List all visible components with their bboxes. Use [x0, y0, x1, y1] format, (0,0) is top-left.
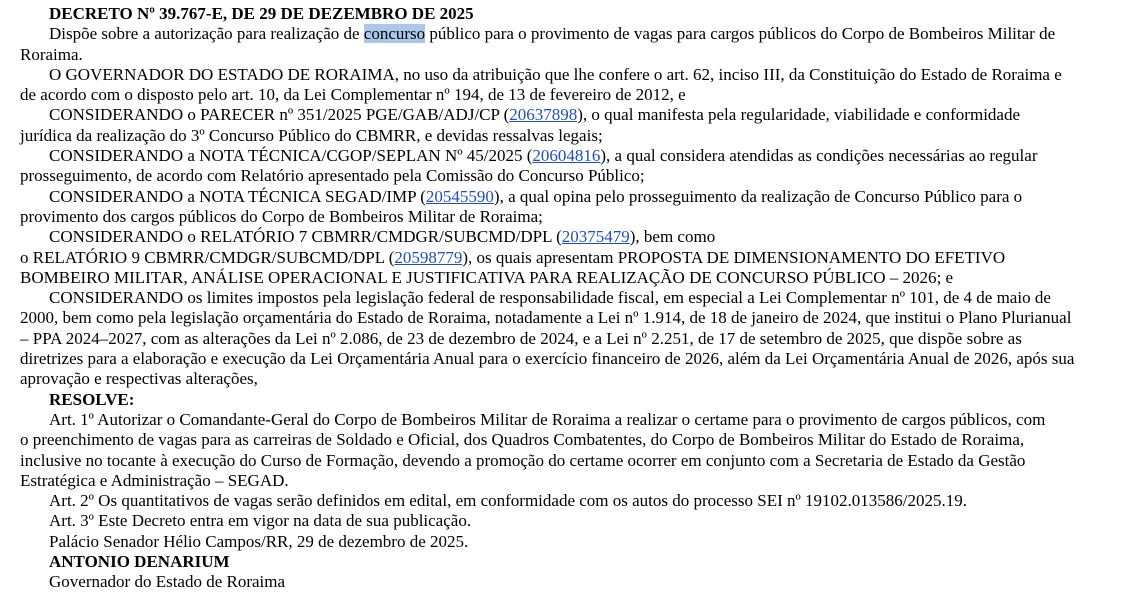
- art2-line: Art. 2º Os quantitativos de vagas serão definidos em edital, em conformidade com os autos do processo SEI nº 19102.013586/2025.19.: [49, 491, 967, 511]
- resolve-heading: RESOLVE:: [49, 389, 135, 409]
- considerando-nota-segad-line-2: provimento dos cargos públicos do Corpo de Bombeiros Militar de Roraima;: [20, 206, 543, 226]
- considerando-parecer-line-1: CONSIDERANDO o PARECER nº 351/2025 PGE/GAB/ADJ/CP (20637898), o qual manifesta pela regularidade, viabilidade e conformidade: [49, 105, 1021, 125]
- signatory-name: ANTONIO DENARIUM: [49, 552, 230, 572]
- decree-document: [20, 4, 1140, 593]
- considerando-fiscal-line-1: CONSIDERANDO os limites impostos pela legislação federal de responsabilidade fiscal, em especial a Lei Complementar nº 101, de 4 de maio de: [49, 288, 1051, 308]
- considerando-fiscal-line-5: aprovação e respectivas alterações,: [20, 369, 258, 389]
- preamble-line-2: de acordo com o disposto pelo art. 10, da Lei Complementar nº 194, de 13 de fevereiro de 2012, e: [20, 85, 686, 105]
- sei-link-20637898[interactable]: 20637898: [509, 105, 578, 125]
- considerando-relatorio-line-3: BOMBEIRO MILITAR, ANÁLISE OPERACIONAL E JUSTIFICATIVA PARA REALIZAÇÃO DE CONCURSO PÚBLICO – 2026; e: [20, 267, 954, 287]
- art1-line-2: o preenchimento de vagas para as carreiras de Soldado e Oficial, dos Quadros Combatentes, do Corpo de Bombeiros Militar do Estado de Roraima,: [20, 430, 1025, 450]
- sei-link-20375479[interactable]: 20375479: [561, 227, 630, 247]
- considerando-relatorio-line-1: CONSIDERANDO o RELATÓRIO 7 CBMRR/CMDGR/SUBCMD/DPL (20375479), bem como: [49, 227, 716, 247]
- sei-link-20604816[interactable]: 20604816: [532, 146, 601, 166]
- art1-line-4: Estratégica e Administração – SEGAD.: [20, 470, 289, 490]
- considerando-nota-seplan-line-1: CONSIDERANDO a NOTA TÉCNICA/CGOP/SEPLAN Nº 45/2025 (20604816), a qual considera atendidas as condições necessárias ao regular: [49, 146, 1038, 166]
- considerando-nota-segad-line-1: CONSIDERANDO a NOTA TÉCNICA SEGAD/IMP (20545590), a qual opina pelo prosseguimento da realização de Concurso Público para o: [49, 186, 1023, 206]
- art1-line-3: inclusive no tocante à execução do Curso de Formação, devendo a promoção do certame ocorrer em conjunto com a Secretaria de Estado da Gestão: [20, 450, 1026, 470]
- sei-link-20545590[interactable]: 20545590: [425, 186, 494, 206]
- decree-title: DECRETO Nº 39.767-E, DE 29 DE DEZEMBRO DE 2025: [49, 4, 474, 23]
- considerando-relatorio-line-2: o RELATÓRIO 9 CBMRR/CMDGR/SUBCMD/DPL (20598779), os quais apresentam PROPOSTA DE DIMENSIONAMENTO DO EFETIVO: [20, 247, 1006, 267]
- considerando-fiscal-line-3: – PPA 2024–2027, com as alterações da Lei nº 2.086, de 23 de dezembro de 2024, e a Lei nº 2.251, de 17 de setembro de 2025, que dispõe sobre as: [20, 328, 1022, 348]
- art1-line-1: Art. 1º Autorizar o Comandante-Geral do Corpo de Bombeiros Militar de Roraima a realizar o certame para o provimento de cargos públicos, com: [49, 409, 1046, 429]
- place-date: Palácio Senador Hélio Campos/RR, 29 de dezembro de 2025.: [49, 531, 469, 551]
- considerando-parecer-line-2: jurídica da realização do 3º Concurso Público do CBMRR, e devidas ressalvas legais;: [20, 125, 603, 145]
- art3-line: Art. 3º Este Decreto entra em vigor na data de sua publicação.: [49, 511, 472, 531]
- preamble-line-1: O GOVERNADOR DO ESTADO DE RORAIMA, no uso da atribuição que lhe confere o art. 62, inciso III, da Constituição do Estado de Roraima e: [49, 64, 1062, 84]
- ementa-line-2: Roraima.: [20, 44, 83, 64]
- considerando-nota-seplan-line-2: prosseguimento, de acordo com Relatório apresentado pela Comissão do Concurso Público;: [20, 166, 645, 186]
- signatory-title: Governador do Estado de Roraima: [49, 572, 286, 592]
- sei-link-20598779[interactable]: 20598779: [394, 247, 463, 267]
- ementa-line-1: Dispõe sobre a autorização para realização de concurso público para o provimento de vagas para cargos públicos do Corpo de Bombeiros Militar de: [49, 24, 1056, 44]
- considerando-fiscal-line-2: 2000, bem como pela legislação orçamentária do Estado de Roraima, notadamente a Lei nº 1.914, de 18 de janeiro de 2024, que institui o Plano Plurianual: [20, 308, 1072, 328]
- search-highlight: concurso: [363, 24, 426, 44]
- considerando-fiscal-line-4: diretrizes para a elaboração e execução da Lei Orçamentária Anual para o exercício financeiro de 2026, além da Lei Orçamentária Anual de 2026, após sua: [20, 349, 1075, 369]
